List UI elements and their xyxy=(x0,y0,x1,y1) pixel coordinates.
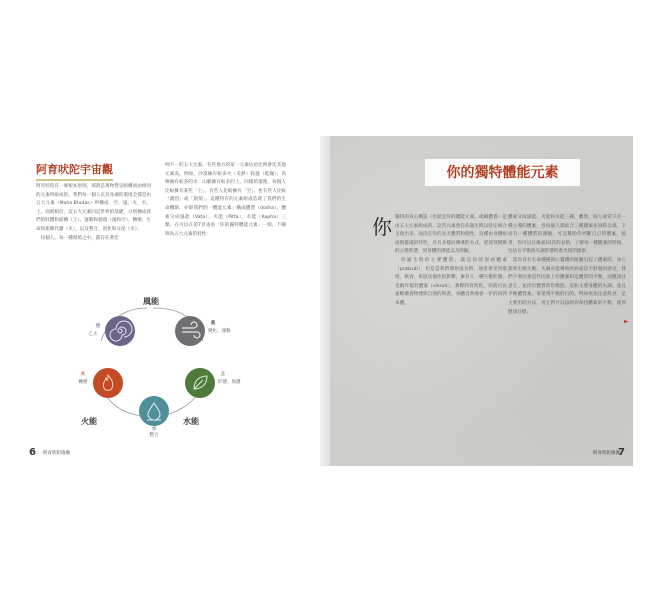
book-spread xyxy=(3,136,633,466)
wind-icon xyxy=(175,316,205,346)
water-element xyxy=(139,396,169,426)
pitta-label: 火能 xyxy=(81,417,97,426)
running-footer: 阿育吠陀瑜伽 xyxy=(593,451,620,456)
page-number: 6 xyxy=(29,447,36,458)
title-banner xyxy=(425,159,580,186)
air-element xyxy=(175,316,205,346)
water-name: 水 xyxy=(151,427,157,432)
water-drop-icon xyxy=(139,396,169,426)
fire-element xyxy=(93,368,123,398)
flame-icon xyxy=(93,368,123,398)
page-title: 阿育吠陀宇宙觀 xyxy=(36,161,113,181)
air-name: 風 xyxy=(210,321,216,326)
earth-sub: 形態、保護 xyxy=(218,380,241,385)
ether-element xyxy=(105,316,135,346)
page-number: 7 xyxy=(618,447,625,458)
right-page xyxy=(330,136,633,466)
earth-element xyxy=(185,368,215,398)
kapha-label: 水能 xyxy=(183,417,199,426)
vata-label: 風能 xyxy=(143,297,159,306)
drop-cap: 你 xyxy=(372,215,392,239)
ether-sub: 乙太 xyxy=(88,332,98,337)
leaf-icon xyxy=(185,368,215,398)
water-sub: 整合 xyxy=(149,433,159,438)
fire-sub: 轉變 xyxy=(78,380,88,385)
ether-name: 空 xyxy=(95,324,101,329)
body-column-2: 體素分成風能、火能和水能三種，雖然，個人通常只有一種主導的體素，但每個人都結合三種體素來同時呈現。下面有一種體質的測驗，可以幫助你判斷自己的體素。接著，你可以在後面10頁的表格，了解每一種體素的特徵，包括在平衡與失調狀態時會出現的徵象。 當你具有生命種種與心靈體的阻礙引起了體素時，身心都會出現失衡。失調可能導致疾病或是不舒服的感受，我們不要固著這些因素上的體素和這體質的平衡，而應該注意它，並找出體質的均衡點。這和主要身體的失調，並且平衡體質素，來達到平衡的目的，例如更加注意飲食，是主要用的方法，用它們可以協助你保持體素的平衡，達到健康目標。 xyxy=(508,215,626,315)
body-column-2: 例不一的五大元素，有些地方的某一元素佔的比例會比其他元素高。例如，沙漠擁有較多火（炎熱）和風（乾燥）；高緯擁有較多的水；山脈擁有較多的土。同樣的道理，每個人比較擁有某些「土」、有些人比較擁有「空」。也有些人比較「濃烈」或「熱情」。這種特有的元素組成造就了我們的生命機制，亦即我們的「體能元素」構成體質（dosha）。體素分成風能（Vata）、火能（Pitta）、水能（Kapha）三類。在可以在第7頁查看「你的獨特體能元素」一節，下圖則為五大元素的特性： xyxy=(165,163,286,237)
air-sub: 變化、運動 xyxy=(208,329,231,334)
body-column-1: 阿育吠陀有一條根本原則，那就是萬物皆是組構而由相同的元素所組成的。我們每一個人以及身處的環境全都是由五大元素（Maha Bhutas）所構成：空、風、火、水、土。而與相反，這五大元素同是世界的基礎，分別構成我們的肢體和結構（土）、運動和循環（風和空）、轉變、生命和新陳代謝（火），以及整合、消化和分泌（水）。 每個人、每一種環境之中，都存在著比 xyxy=(36,184,151,241)
fire-name: 火 xyxy=(80,372,86,377)
body-column-1: 獨特的身心構造（也就是你的體能元素，或稱體質）是由五大元素組成的，這些元素會在你誕生時以特定組合呈現出來，而決定你的先天體質和個性。這種由身體組成與靈魂的特性，具有多樣而傳遞的方式，從深刻變換的心態狀態，到身體的潛能以及經驗。 你誕生時的主要體質，就是你的原初體素（prakruti），但是當我們開始成長時，通常會受到環境、飲食、家庭及個性的影響，素有人一種失衡狀態，也稱作現有體素（vikruti）。實際阿育吠陀，你就可以東瞭徹著物理與自然的和諧，身體自然地會一步的回到本體。 xyxy=(395,215,507,306)
elements-diagram xyxy=(63,296,243,436)
running-footer: 阿育吠陀瑜伽 xyxy=(43,451,70,456)
spiral-icon xyxy=(105,316,135,346)
arrow-icon: ► xyxy=(624,318,629,325)
page-title: 你的獨特體能元素 xyxy=(446,165,559,181)
gutter xyxy=(320,136,330,466)
earth-name: 土 xyxy=(220,372,226,377)
left-page xyxy=(3,136,320,466)
